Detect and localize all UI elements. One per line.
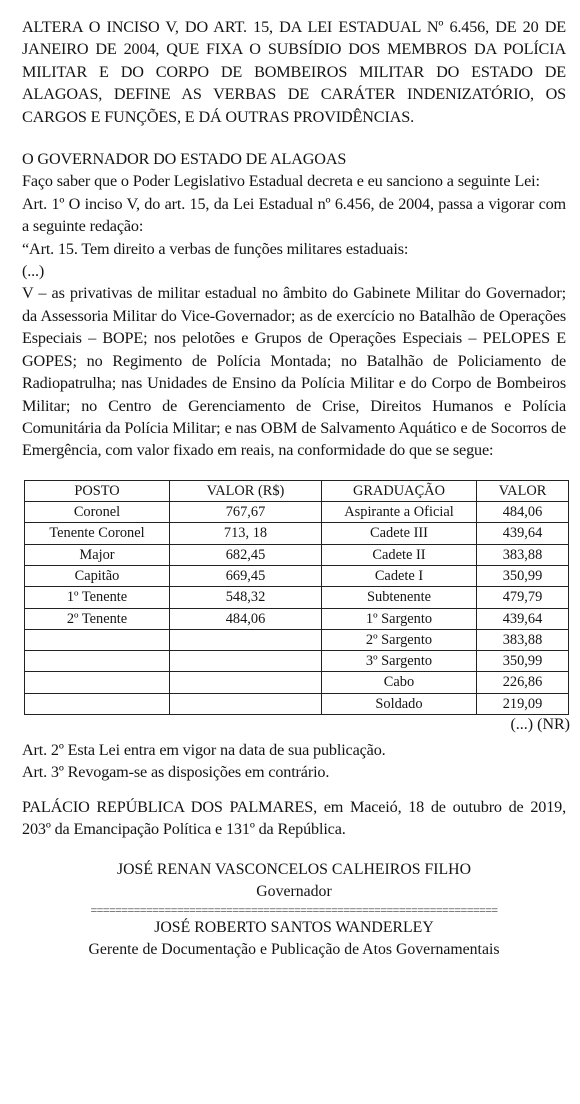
table-cell: 3º Sargento [322,651,477,672]
table-cell [170,629,322,650]
header-posto: POSTO [25,480,170,501]
table-cell: 484,06 [477,502,569,523]
article-3: Art. 3º Revogam-se as disposições em contrário. [22,763,330,782]
article-1: Art. 1º O inciso V, do art. 15, da Lei Estadual nº 6.456, de 2004, passa a vigorar com a seguinte redação: [22,194,566,236]
table-cell: Tenente Coronel [25,523,170,544]
closing-statement: PALÁCIO REPÚBLICA DOS PALMARES, em Maceió, 18 de outubro de 2019, 203º da Emancipação Política e 131º da República. [22,797,566,839]
table-row [25,523,569,544]
table-cell: Cadete III [322,523,477,544]
ellipsis: (...) [22,262,45,281]
table-cell: 2º Tenente [25,608,170,629]
enactment-clause: Faço saber que o Poder Legislativo Estadual decreta e eu sanciono a seguinte Lei: [22,172,540,191]
nr-marker: (...) (NR) [510,715,570,733]
table-cell: 383,88 [477,544,569,565]
table-cell: 682,45 [170,544,322,565]
table-cell: 219,09 [477,693,569,714]
table-cell [25,672,170,693]
table-cell: Soldado [322,693,477,714]
signatory-2-title: Gerente de Documentação e Publicação de Atos Governamentais [88,940,500,958]
header-graduacao: GRADUAÇÃO [322,480,477,501]
table-cell [25,651,170,672]
law-summary: ALTERA O INCISO V, DO ART. 15, DA LEI ESTADUAL Nº 6.456, DE 20 DE JANEIRO DE 2004, QUE FIXA O SUBSÍDIO DOS MEMBROS DA POLÍCIA MILITAR E DO CORPO DE BOMBEIROS MILITAR DO ESTADO DE ALAGOAS, DEFINE AS VERBAS DE CARÁTER INDENIZATÓRIO, OS CARGOS E FUNÇÕES, E DÁ OUTRAS PROVIDÊNCIAS. [22,18,566,126]
table-cell [170,693,322,714]
signatory-2-name: JOSÉ ROBERTO SANTOS WANDERLEY [154,918,434,936]
table-cell: 669,45 [170,565,322,586]
table-cell: Aspirante a Oficial [322,502,477,523]
table-row [25,672,569,693]
table-cell: Capitão [25,565,170,586]
table-cell: Coronel [25,502,170,523]
signatory-1-title: Governador [256,882,332,900]
table-row [25,608,569,629]
table-cell: 479,79 [477,587,569,608]
table-cell: 1º Sargento [322,608,477,629]
table-row [25,587,569,608]
table-cell: 350,99 [477,651,569,672]
table-cell: 713, 18 [170,523,322,544]
allowance-table [24,480,569,715]
table-cell: Cadete II [322,544,477,565]
table-cell: 383,88 [477,629,569,650]
article-15-heading: “Art. 15. Tem direito a verbas de funções militares estaduais: [22,239,409,258]
table-cell: 767,67 [170,502,322,523]
table-cell [170,672,322,693]
table-cell: Cabo [322,672,477,693]
table-cell: 350,99 [477,565,569,586]
table-row [25,544,569,565]
table-row [25,693,569,714]
table-row [25,651,569,672]
table-cell: 439,64 [477,523,569,544]
table-cell: 226,86 [477,672,569,693]
table-header-row [25,480,569,501]
table-cell: Cadete I [322,565,477,586]
table-cell [25,629,170,650]
article-2: Art. 2º Esta Lei entra em vigor na data de sua publicação. [22,740,386,759]
table-row [25,629,569,650]
table-cell: 548,32 [170,587,322,608]
table-cell: Major [25,544,170,565]
table-cell [170,651,322,672]
table-cell: 1º Tenente [25,587,170,608]
header-valor-rs: VALOR (R$) [170,480,322,501]
table-cell: 439,64 [477,608,569,629]
table-cell: 484,06 [170,608,322,629]
inciso-v: V – as privativas de militar estadual no âmbito do Gabinete Militar do Governador; da Assessoria Militar do Vice-Governador; as de exercício no Batalhão de Operações Especiais – BOPE; nos pelotões e Grupos de Operações Especiais – PELOPES E GOPES; no Regimento de Polícia Montada; no Batalhão de Policiamento de Radiopatrulha; nas Unidades de Ensino da Polícia Militar e do Corpo de Bombeiros Militar; no Centro de Gerenciamento de Crise, Direitos Humanos e Polícia Comunitária da Polícia Militar; e nas OBM de Salvamento Aquático e de Socorros de Emergência, com valor fixado em reais, na conformidade do que se segue: [22,284,566,460]
separator-line: ================================================================== [90,902,498,917]
table-cell: 2º Sargento [322,629,477,650]
table-cell: Subtenente [322,587,477,608]
signatory-1-name: JOSÉ RENAN VASCONCELOS CALHEIROS FILHO [116,860,471,878]
governor-heading: O GOVERNADOR DO ESTADO DE ALAGOAS [22,150,347,169]
table-row [25,502,569,523]
table-cell [25,693,170,714]
header-valor: VALOR [477,480,569,501]
table-row [25,565,569,586]
